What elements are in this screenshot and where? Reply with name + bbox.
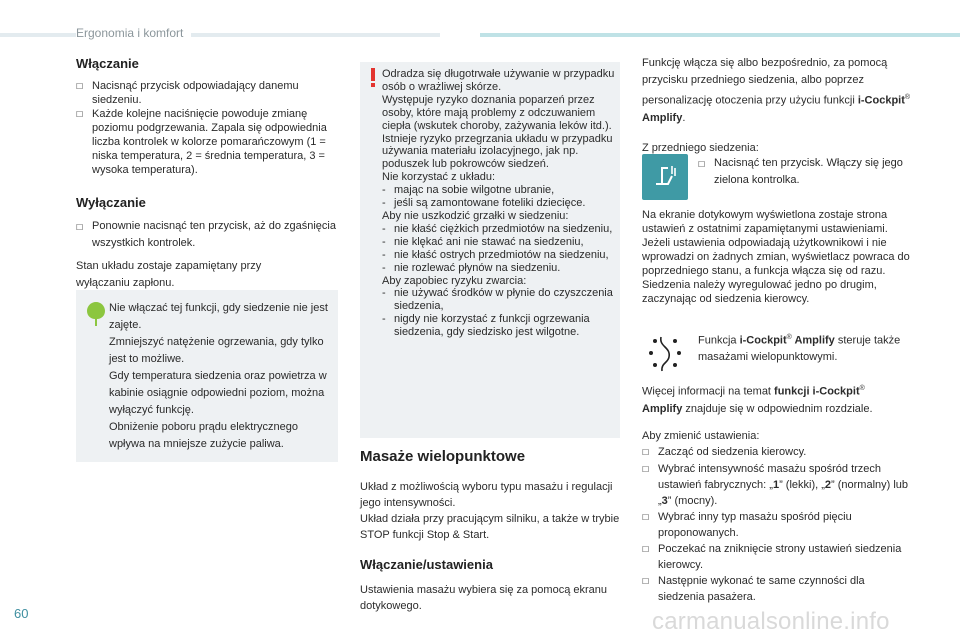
front-seat-label: Z przedniego siedzenia: bbox=[642, 141, 759, 154]
warning-list-item: - jeśli są zamontowane foteliki dziecięce. bbox=[382, 197, 586, 210]
heading-ustawienia: Włączanie/ustawienia bbox=[360, 557, 493, 572]
change-label: Aby zmienić ustawienia: bbox=[642, 429, 760, 442]
list-item-text: Ponownie nacisnąć ten przycisk, aż do zgaśnięcia wszystkich kontrolek. bbox=[92, 220, 336, 249]
heated-seat-button-icon bbox=[642, 154, 688, 200]
checkbox-icon: ☐ bbox=[76, 223, 84, 232]
icockpit-note: Funkcja i-Cockpit® Amplify steruje także masażami wielopunktowymi. bbox=[698, 334, 901, 363]
list-item: ☐ Zacząć od siedzenia kierowcy. bbox=[642, 445, 807, 458]
intro-paragraph: Funkcję włącza się albo bezpośrednio, za pomocą przycisku przedniego siedzenia, albo poprzez personalizację otoczenia przy użyciu funkcji i-Cockpit® Amplify. bbox=[642, 57, 911, 124]
eco-note-line: Obniżenie poboru prądu elektrycznego wpływa na mniejsze zużycie paliwa. bbox=[109, 421, 298, 450]
list-item bbox=[76, 79, 338, 107]
column-1 bbox=[76, 56, 338, 292]
warning-text bbox=[372, 68, 616, 339]
warning-paragraph: Nie korzystać z układu: bbox=[382, 171, 496, 184]
more-info: Więcej informacji na temat funkcji i-Cockpit® Amplify znajduje się w odpowiednim rozdziale. Aby zmienić ustawienia: ☐ Zacząć od siedzenia kierowcy. ☐ Wybrać intensywność masażu spośród trzech ustawień fabrycznych: „1” (lekki), „2” (normalny) lub „3” (mocny). ☐ Wybrać inny typ masażu spośród pięciu proponowanych. ☐ Poczekać na zniknięcie strony ustawień siedzenia kierowcy. ☐ Następnie wykonać te same czynności dla siedzenia pasażera. bbox=[642, 380, 912, 605]
list-item bbox=[76, 218, 338, 252]
eco-leaf-icon bbox=[85, 300, 107, 328]
massage-section bbox=[360, 448, 620, 614]
warning-list-item: - nigdy nie korzystać z funkcji ogrzewania siedzenia, gdy siedzisko jest wilgotne. bbox=[382, 313, 590, 339]
paragraph: Jeżeli ustawienia odpowiadają użytkownikowi i nie wprowadzi on żadnych zmian, wyświetlacz powraca do poprzedniego stanu, a funkcja włącza się od razu. bbox=[642, 237, 910, 277]
warning-paragraph: Aby zapobiec ryzyku zwarcia: bbox=[382, 274, 527, 287]
warning-list-item: - nie rozlewać płynów na siedzeniu. bbox=[382, 261, 561, 274]
warning-list-item: - nie kłaść ciężkich przedmiotów na siedzeniu, bbox=[382, 222, 613, 235]
paragraph: Ustawienia masażu wybiera się za pomocą ekranu dotykowego. bbox=[360, 584, 608, 612]
page-number: 60 bbox=[14, 606, 29, 621]
warning-paragraph: Aby nie uszkodzić grzałki w siedzeniu: bbox=[382, 209, 569, 222]
front-seat-item: ☐ Nacisnąć ten przycisk. Włączy się jego zielona kontrolka. bbox=[698, 155, 910, 189]
heading-wlaczanie: Włączanie bbox=[76, 56, 139, 71]
eco-note-text bbox=[109, 300, 335, 453]
warning-list-item: - nie kłaść ostrych przedmiotów na siedzeniu, bbox=[382, 248, 609, 261]
paragraph: Stan układu zostaje zapamiętany przy wyłączaniu zapłonu. bbox=[76, 260, 262, 289]
eco-note-box bbox=[76, 290, 338, 462]
eco-note-line: Gdy temperatura siedzenia oraz powietrza w kabinie osiągnie odpowiedni poziom, można wyłączyć funkcję. bbox=[109, 370, 327, 416]
checkbox-icon: ☐ bbox=[698, 160, 706, 169]
checkbox-icon: ☐ bbox=[76, 82, 84, 91]
warning-paragraph: Występuje ryzyko doznania poparzeń przez osoby, które mają problemy z odczuwaniem ciepła (wskutek choroby, zażywania leków itd.). bbox=[382, 93, 612, 132]
checkbox-icon: ☐ bbox=[76, 110, 84, 119]
warning-list-item: - mając na sobie wilgotne ubranie, bbox=[382, 184, 555, 197]
paragraph: Na ekranie dotykowym wyświetlona zostaje strona ustawień z ostatnimi zapamiętanymi ustawieniami. bbox=[642, 209, 888, 235]
heading-masaze: Masaże wielopunktowe bbox=[360, 448, 526, 465]
warning-paragraph: Istnieje ryzyko przegrzania układu w przypadku używania materiału izolacyjnego, jak np. poduszek lub pokrowców siedzeń. bbox=[382, 132, 613, 171]
list-item-text: Każde kolejne naciśnięcie powoduje zmianę poziomu podgrzewania. Zapala się odpowiednia liczba kontrolek w kolorze pomarańczowym (1 = niska temperatura, 2 = średnia temperatura, 3 = wysoka temperatura). bbox=[92, 108, 327, 176]
list-item: ☐ Wybrać inny typ masażu spośród pięciu proponowanych. bbox=[642, 510, 852, 539]
list-item: ☐ Wybrać intensywność masażu spośród trzech ustawień fabrycznych: „1” (lekki), „2” (normalny) lub „3” (mocny). bbox=[642, 462, 909, 507]
list-item bbox=[76, 107, 338, 177]
heading-wylaczanie: Wyłączanie bbox=[76, 195, 146, 210]
warning-list-item: - nie klękać ani nie stawać na siedzeniu, bbox=[382, 235, 584, 248]
screen-info bbox=[642, 208, 912, 306]
seat-massage-icon bbox=[642, 154, 688, 200]
watermark: carmanualsonline.info bbox=[652, 608, 890, 635]
warning-list-item: - nie używać środków w płynie do czyszczenia siedzenia, bbox=[382, 287, 613, 313]
massage-points-icon bbox=[647, 333, 683, 373]
paragraph: Układ z możliwością wyboru typu masażu i regulacji jego intensywności. bbox=[360, 481, 613, 509]
paragraph: Układ działa przy pracującym silniku, a także w trybie STOP funkcji Stop & Start. bbox=[360, 513, 620, 541]
list-item: ☐ Następnie wykonać te same czynności dla siedzenia pasażera. bbox=[642, 574, 865, 603]
header-rule-accent bbox=[480, 33, 960, 37]
header-rule bbox=[0, 33, 440, 37]
section-title: Ergonomia i komfort bbox=[76, 26, 191, 40]
list-item: ☐ Poczekać na zniknięcie strony ustawień siedzenia kierowcy. bbox=[642, 542, 902, 571]
warning-paragraph: Odradza się długotrwałe używanie w przypadku osób o wrażliwej skórze. bbox=[382, 68, 615, 93]
column-3 bbox=[642, 55, 912, 156]
paragraph: Siedzenia należy wyregulować jedno po drugim, zaczynając od siedzenia kierowcy. bbox=[642, 279, 877, 305]
eco-note-line: Nie włączać tej funkcji, gdy siedzenie nie jest zajęte. bbox=[109, 302, 328, 331]
eco-note-line: Zmniejszyć natężenie ogrzewania, gdy tylko jest to możliwe. bbox=[109, 336, 324, 365]
warning-box bbox=[360, 62, 620, 438]
list-item-text: Nacisnąć przycisk odpowiadający danemu siedzeniu. bbox=[92, 80, 299, 106]
